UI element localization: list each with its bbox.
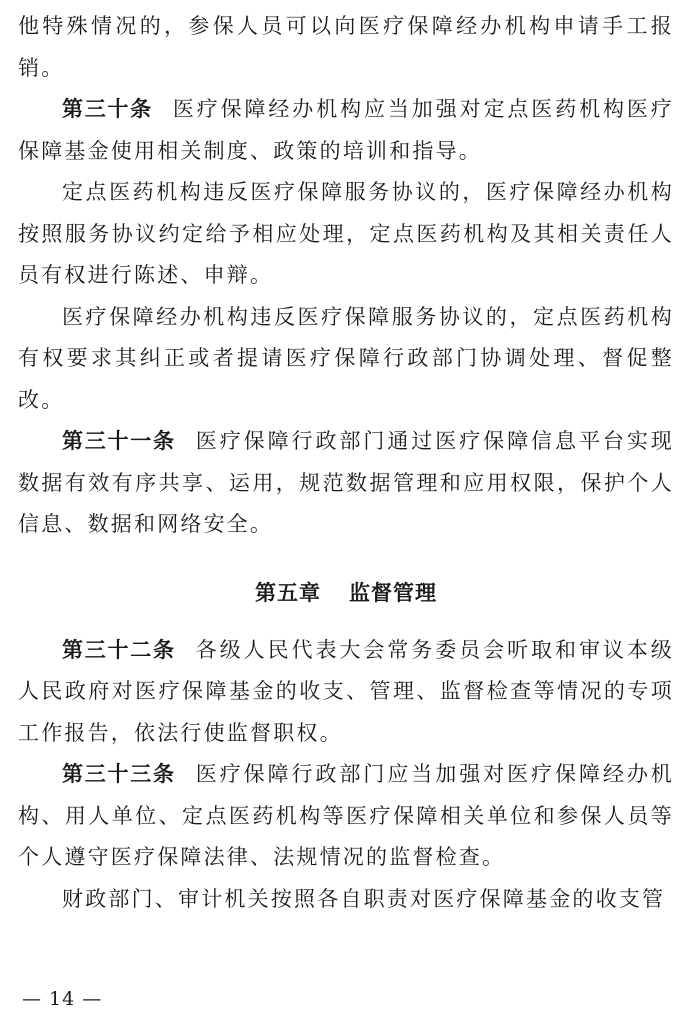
- paragraph-text: 医疗保障行政部门通过医疗保障信息平台实现数据有效有序共享、运用，规范数据管理和应用权限，保护个人信息、数据和网络安全。: [18, 429, 674, 536]
- document-page: [18, 0, 674, 920]
- paragraph-continued: [18, 6, 674, 89]
- paragraph-text: 医疗保障行政部门应当加强对医疗保障经办机构、用人单位、定点医药机构等医疗保障相关单位和参保人员等个人遵守医疗保障法律、法规情况的监督检查。: [18, 762, 674, 869]
- article-number: 第三十一条: [62, 429, 176, 453]
- article-32: [18, 630, 674, 755]
- paragraph-text: 定点医药机构违反医疗保障服务协议的，医疗保障经办机构按照服务协议约定给予相应处理，定点医药机构及其相关责任人员有权进行陈述、申辩。: [18, 180, 674, 287]
- article-30: [18, 89, 674, 172]
- chapter-heading: [18, 546, 674, 630]
- page-number: — 14 —: [22, 988, 103, 1010]
- article-number: 第三十三条: [62, 762, 176, 786]
- article-30-clause-2: [18, 172, 674, 297]
- paragraph-text: 医疗保障经办机构违反医疗保障服务协议的，定点医药机构有权要求其纠正或者提请医疗保障行政部门协调处理、督促整改。: [18, 304, 674, 412]
- article-31: [18, 421, 674, 546]
- article-30-clause-3: [18, 297, 674, 422]
- chapter-title: 监督管理: [349, 580, 437, 605]
- article-33-clause-2: [18, 879, 674, 921]
- paragraph-text: 医疗保障经办机构应当加强对定点医药机构医疗保障基金使用相关制度、政策的培训和指导。: [18, 97, 675, 163]
- paragraph-text: 各级人民代表大会常务委员会听取和审议本级人民政府对医疗保障基金的收支、管理、监督检查等情况的专项工作报告，依法行使监督职权。: [18, 637, 674, 745]
- article-number: 第三十条: [62, 97, 153, 121]
- article-33: [18, 754, 674, 879]
- paragraph-text: 财政部门、审计机关按照各自职责对医疗保障基金的收支管: [62, 886, 666, 911]
- paragraph-text: 他特殊情况的，参保人员可以向医疗保障经办机构申请手工报销。: [18, 14, 674, 80]
- chapter-number: 第五章: [255, 580, 321, 605]
- article-number: 第三十二条: [62, 637, 176, 662]
